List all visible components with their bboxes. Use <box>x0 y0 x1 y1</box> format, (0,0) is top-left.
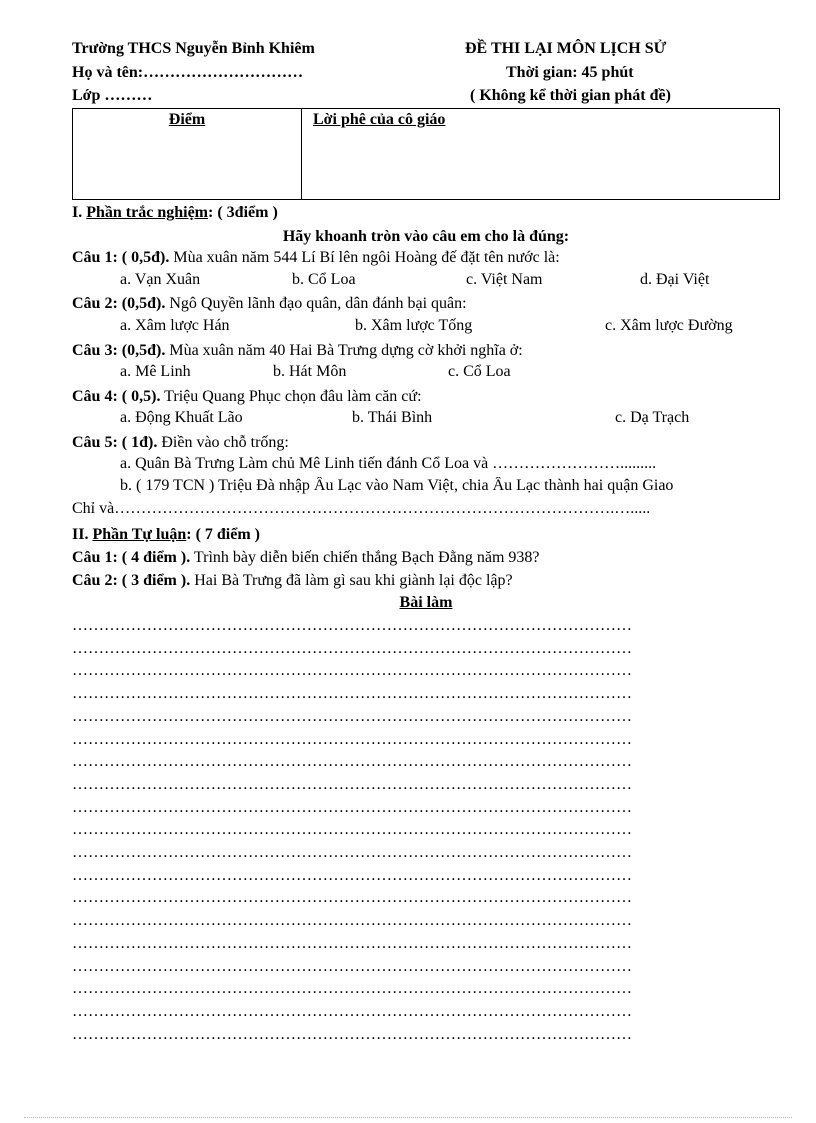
question-label: Câu 5: <box>72 434 118 451</box>
question-points: (0,5đ). <box>117 295 166 312</box>
question-text: Mùa xuân năm 544 Lí Bí lên ngôi Hoàng đế đặt tên nước là: <box>169 249 560 266</box>
teacher-comment-label: Lời phê của cô giáo <box>313 111 446 128</box>
question-text: Trình bày diễn biến chiến thắng Bạch Đằng năm 938? <box>190 549 540 566</box>
answer-title: Bài làm <box>399 594 453 611</box>
question-text: Ngô Quyền lãnh đạo quân, dân đánh bại quân: <box>165 295 467 312</box>
p1-q4-option-b[interactable]: b. Thái Bình <box>352 409 433 426</box>
part2-points: : ( 7 điểm ) <box>186 526 261 543</box>
answer-line[interactable]: …………………………………………………………………………………………… <box>72 798 632 816</box>
question-points: ( 1đ). <box>117 434 158 451</box>
answer-line[interactable]: …………………………………………………………………………………………… <box>72 957 632 975</box>
part2-heading <box>72 523 784 546</box>
page-footer-divider <box>24 1117 792 1118</box>
p2-question-1 <box>72 546 784 569</box>
p1-q1-option-b[interactable]: b. Cổ Loa <box>292 271 356 288</box>
question-label: Câu 2: <box>72 572 118 589</box>
p1-q2-option-a[interactable]: a. Xâm lược Hán <box>120 317 230 334</box>
answer-line[interactable]: …………………………………………………………………………………………… <box>72 844 632 861</box>
question-text: Mùa xuân năm 40 Hai Bà Trưng dựng cờ khởi nghĩa ở: <box>165 342 523 359</box>
question-points: ( 0,5). <box>117 388 161 405</box>
answer-line[interactable]: …………………………………………………………………………………………… <box>72 821 632 839</box>
p1-q4-option-c[interactable]: c. Dạ Trạch <box>615 409 690 426</box>
part2-number: II. <box>72 526 89 543</box>
question-points: ( 4 điểm ). <box>117 549 191 566</box>
question-label: Câu 2: <box>72 295 118 312</box>
p2-question-2 <box>72 569 784 592</box>
p1-question-5 <box>72 431 784 454</box>
answer-line[interactable]: …………………………………………………………………………………………… <box>72 617 632 634</box>
question-text: Điền vào chỗ trống: <box>157 434 289 451</box>
question-points: ( 0,5đ). <box>117 249 170 266</box>
part2-title: Phần Tự luận <box>92 526 187 543</box>
p1-q1-option-d[interactable]: d. Đại Việt <box>640 271 710 288</box>
class-field: Lớp ……… <box>72 87 153 104</box>
question-label: Câu 1: <box>72 249 118 266</box>
question-points: (0,5đ). <box>117 342 166 359</box>
grade-box-divider <box>301 109 302 199</box>
p1-q1-option-a[interactable]: a. Vạn Xuân <box>120 271 201 288</box>
p1-q5-fill-a[interactable]: a. Quân Bà Trưng Làm chủ Mê Linh tiến đánh Cổ Loa và ……………………......... <box>120 455 657 472</box>
p1-question-3 <box>72 339 784 362</box>
p1-q5-fill-b-line2[interactable]: Chỉ và………………………………………………………………………………….…..... <box>72 500 651 517</box>
exam-title: ĐỀ THI LẠI MÔN LỊCH SỬ <box>465 40 667 57</box>
answer-line[interactable]: …………………………………………………………………………………………… <box>72 707 632 725</box>
school-name: Trường THCS Nguyễn Bỉnh Khiêm <box>72 40 315 57</box>
part1-title: Phần trắc nghiệm <box>86 204 209 221</box>
grade-box <box>72 108 780 200</box>
answer-line[interactable]: …………………………………………………………………………………………… <box>72 866 632 884</box>
p1-question-1 <box>72 246 784 269</box>
p1-q2-option-b[interactable]: b. Xâm lược Tống <box>355 317 473 334</box>
answer-line[interactable]: …………………………………………………………………………………………… <box>72 639 632 657</box>
answer-line[interactable]: …………………………………………………………………………………………… <box>72 934 632 952</box>
question-points: ( 3 điểm ). <box>117 572 191 589</box>
answer-line[interactable]: …………………………………………………………………………………………… <box>72 1025 632 1043</box>
p1-question-4 <box>72 385 784 408</box>
p1-q3-option-b[interactable]: b. Hát Môn <box>273 363 347 380</box>
question-label: Câu 1: <box>72 549 118 566</box>
p1-q5-fill-b-line1: b. ( 179 TCN ) Triệu Đà nhập Âu Lạc vào Nam Việt, chia Âu Lạc thành hai quận Giao <box>120 477 674 494</box>
p1-q4-option-a[interactable]: a. Động Khuất Lão <box>120 409 243 426</box>
question-label: Câu 4: <box>72 388 118 405</box>
question-text: Triệu Quang Phục chọn đâu làm căn cứ: <box>160 388 422 405</box>
exam-time: Thời gian: 45 phút <box>506 64 634 81</box>
answer-line[interactable]: …………………………………………………………………………………………… <box>72 775 632 793</box>
answer-line[interactable]: …………………………………………………………………………………………… <box>72 980 632 998</box>
p1-q3-option-a[interactable]: a. Mê Linh <box>120 363 191 380</box>
answer-line[interactable]: …………………………………………………………………………………………… <box>72 912 632 930</box>
exam-time-note: ( Không kể thời gian phát đề) <box>470 87 671 104</box>
p1-q1-option-c[interactable]: c. Việt Nam <box>466 271 543 288</box>
part1-points: : ( 3điểm ) <box>208 204 278 221</box>
p1-question-2 <box>72 292 784 315</box>
answer-line[interactable]: …………………………………………………………………………………………… <box>72 1002 632 1020</box>
part1-instruction: Hãy khoanh tròn vào câu em cho là đúng: <box>282 228 570 245</box>
answer-line[interactable]: …………………………………………………………………………………………… <box>72 753 632 771</box>
part1-heading <box>72 201 784 224</box>
score-label: Điểm <box>168 111 206 128</box>
answer-line[interactable]: …………………………………………………………………………………………… <box>72 889 632 907</box>
answer-line[interactable]: …………………………………………………………………………………………… <box>72 730 632 748</box>
student-name-field: Họ và tên:………………………… <box>72 64 304 81</box>
answer-line[interactable]: …………………………………………………………………………………………… <box>72 662 632 680</box>
part1-number: I. <box>72 204 83 221</box>
p1-q3-option-c[interactable]: c. Cổ Loa <box>448 363 511 380</box>
question-label: Câu 3: <box>72 342 118 359</box>
p1-q2-option-c[interactable]: c. Xâm lược Đường <box>605 317 733 334</box>
answer-line[interactable]: …………………………………………………………………………………………… <box>72 685 632 703</box>
question-text: Hai Bà Trưng đã làm gì sau khi giành lại độc lập? <box>190 572 513 589</box>
